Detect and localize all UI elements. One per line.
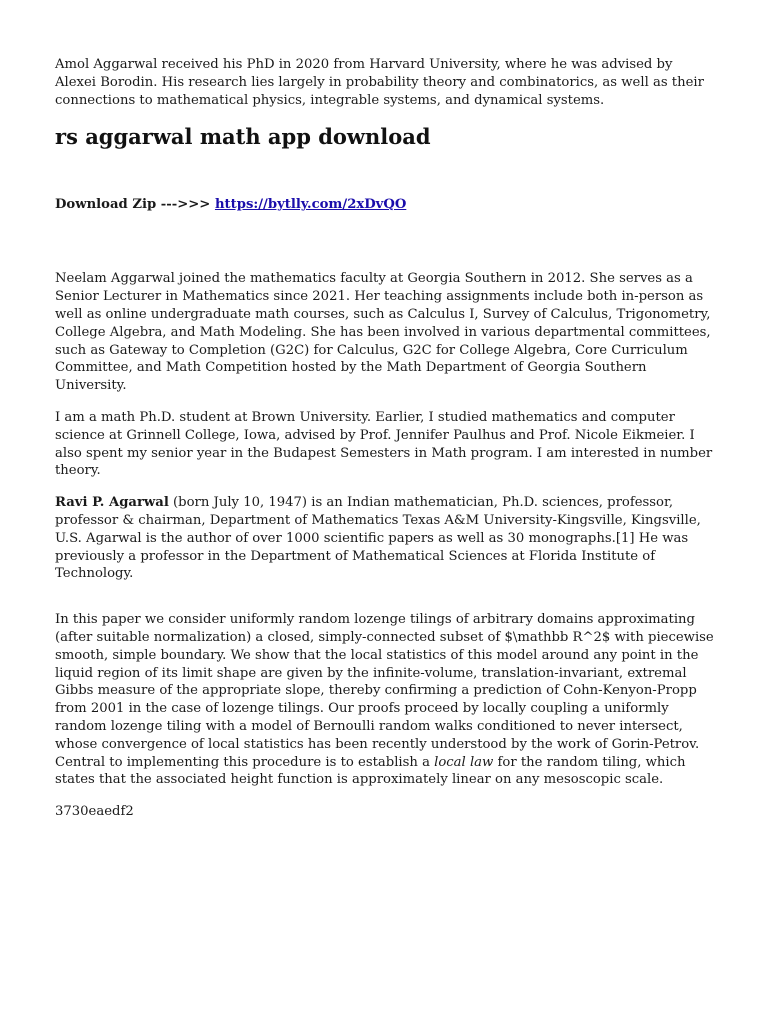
page-title: rs aggarwal math app download [55,124,431,150]
document-page [55,56,717,821]
abstract-text-start: In this paper we consider uniformly random lozenge tilings of arbitrary domains approximating (after suitable normalization) a closed, simply-connected subset of $\mathbb R^2$ with piecewise smooth, simple boundary. We show that the local statistics of this model around any point in the liquid region of its limit shape are given by the infinite-volume, translation-invariant, extremal Gibbs measure of the appropriate slope, thereby confirming a prediction of Cohn-Kenyon-Propp from 2001 in the case of lozenge tilings. Our proofs proceed by locally coupling a uniformly random lozenge tiling with a model of Bernoulli random walks conditioned to never intersect, whose convergence of local statistics has been recently understood by the work of Gorin-Petrov. Central to implementing this procedure is to establish a [55,612,714,770]
download-label: Download Zip --->>> [55,197,215,213]
abstract-text-end: for the random tiling, which states that the associated height function is approximately linear on any mesoscopic scale. [55,754,686,788]
neelam-paragraph: Neelam Aggarwal joined the mathematics faculty at Georgia Southern in 2012. She serves as a Senior Lecturer in Mathematics since 2021. Her teaching assignments include both in-person as well as online undergraduate math courses, such as Calculus I, Survey of Calculus, Trigonometry, College Algebra, and Math Modeling. She has been involved in various departmental committees, such as Gateway to Completion (G2C) for Calculus, G2C for College Algebra, Core Curriculum Committee, and Math Competition hosted by the Math Department of Georgia Southern University. [55,271,711,394]
phd-student-paragraph: I am a math Ph.D. student at Brown University. Earlier, I studied mathematics and computer science at Grinnell College, Iowa, advised by Prof. Jennifer Paulhus and Prof. Nicole Eikmeier. I also spent my senior year in the Budapest Semesters in Math program. I am interested in number theory. [55,409,713,479]
download-link[interactable]: https://bytlly.com/2xDvQO [214,197,407,213]
abstract-italic-term: local law [434,754,494,770]
intro-paragraph: Amol Aggarwal received his PhD in 2020 from Harvard University, where he was advised by Alexei Borodin. His research lies largely in probability theory and combinatorics, as well as their connections to mathematical physics, integrable systems, and dynamical systems. [55,57,704,108]
ravi-agarwal-name: Ravi P. Agarwal [55,495,169,511]
ravi-agarwal-text: (born July 10, 1947) is an Indian mathematician, Ph.D. sciences, professor, professor & chairman, Department of Mathematics Texas A&M University-Kingsville, Kingsville, U.S. Agarwal is the author of over 1000 scientific papers as well as 30 monographs.[1] He was previously a professor in the Department of Mathematical Sciences at Florida Institute of Technology. [55,495,701,582]
hash-code: 3730eaedf2 [55,804,134,820]
ravi-agarwal-paragraph [55,494,717,583]
download-line [55,196,717,214]
abstract-paragraph [55,611,717,789]
